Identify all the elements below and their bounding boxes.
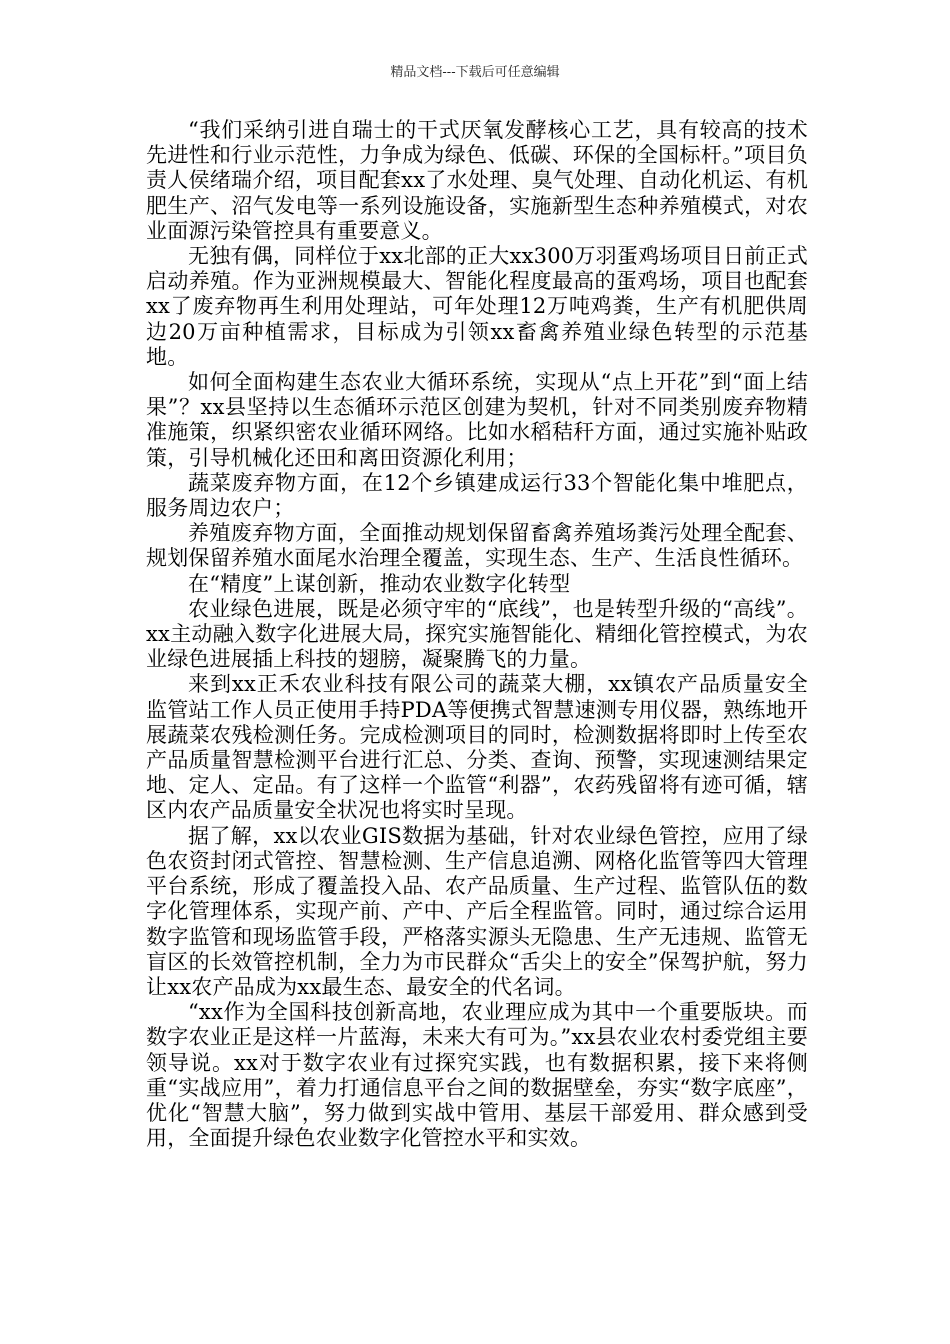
paragraph: 据了解，xx以农业GIS数据为基础，针对农业绿色管控，应用了绿色农资封闭式管控、智慧检测、生产信息追溯、网格化监管等四大管理平台系统，形成了覆盖投入品、农产品质量、生产过程、监管队伍的数字化管理体系，实现产前、产中、产后全程监管。同时，通过综合运用数字监管和现场监管手段，严格落实源头无隐患、生产无违规、监管无盲区的长效管控机制，全力为市民群众“舌尖上的安全”保驾护航，努力让xx农产品成为xx最生态、最安全的代名词。 [146,823,808,999]
paragraph: 如何全面构建生态农业大循环系统，实现从“点上开花”到“面上结果”？xx县坚持以生态循环示范区创建为契机，针对不同类别废弃物精准施策，织紧织密农业循环网络。比如水稻秸秆方面，通过实施补贴政策，引导机械化还田和离田资源化利用； [146,370,808,470]
paragraph: 蔬菜废弃物方面，在12个乡镇建成运行33个智能化集中堆肥点，服务周边农户； [146,470,808,521]
paragraph: 养殖废弃物方面，全面推动规划保留畜禽养殖场粪污处理全配套、规划保留养殖水面尾水治理全覆盖，实现生态、生产、生活良性循环。 [146,521,808,571]
paragraph: 农业绿色进展，既是必须守牢的“底线”，也是转型升级的“高线”。xx主动融入数字化进展大局，探究实施智能化、精细化管控模式，为农业绿色进展插上科技的翅膀，凝聚腾飞的力量。 [146,596,808,672]
paragraph: 来到xx正禾农业科技有限公司的蔬菜大棚，xx镇农产品质量安全监管站工作人员正使用手持PDA等便携式智慧速测专用仪器，熟练地开展蔬菜农残检测任务。完成检测项目的同时，检测数据将即时上传至农产品质量智慧检测平台进行汇总、分类、查询、预警，实现速测结果定地、定人、定品。有了这样一个监管“利器”，农药残留将有迹可循，辖区内农产品质量安全状况也将实时呈现。 [146,672,808,823]
paragraph: “我们采纳引进自瑞士的干式厌氧发酵核心工艺，具有较高的技术先进性和行业示范性，力争成为绿色、低碳、环保的全国标杆。”项目负责人侯绪瑞介绍，项目配套xx了水处理、臭气处理、自动化机运、有机肥生产、沼气发电等一系列设施设备，实施新型生态种养殖模式，对农业面源污染管控具有重要意义。 [146,118,808,243]
document-body [146,118,808,1151]
section-heading: 在“精度”上谋创新，推动农业数字化转型 [188,571,571,596]
paragraph: “xx作为全国科技创新高地，农业理应成为其中一个重要版块。而数字农业正是这样一片蓝海，未来大有可为。”xx县农业农村委党组主要领导说。xx对于数字农业有过探究实践，也有数据积累，接下来将侧重“实战应用”，着力打通信息平台之间的数据壁垒，夯实“数字底座”，优化“智慧大脑”，努力做到实战中管用、基层干部爱用、群众感到受用，全面提升绿色农业数字化管控水平和实效。 [146,1000,808,1151]
page-header: 精品文档---下载后可任意编辑 [390,65,560,80]
paragraph: 无独有偶，同样位于xx北部的正大xx300万羽蛋鸡场项目日前正式启动养殖。作为亚洲规模最大、智能化程度最高的蛋鸡场，项目也配套xx了废弃物再生利用处理站，可年处理12万吨鸡粪，生产有机肥供周边20万亩种植需求，目标成为引领xx畜禽养殖业绿色转型的示范基地。 [146,244,808,369]
